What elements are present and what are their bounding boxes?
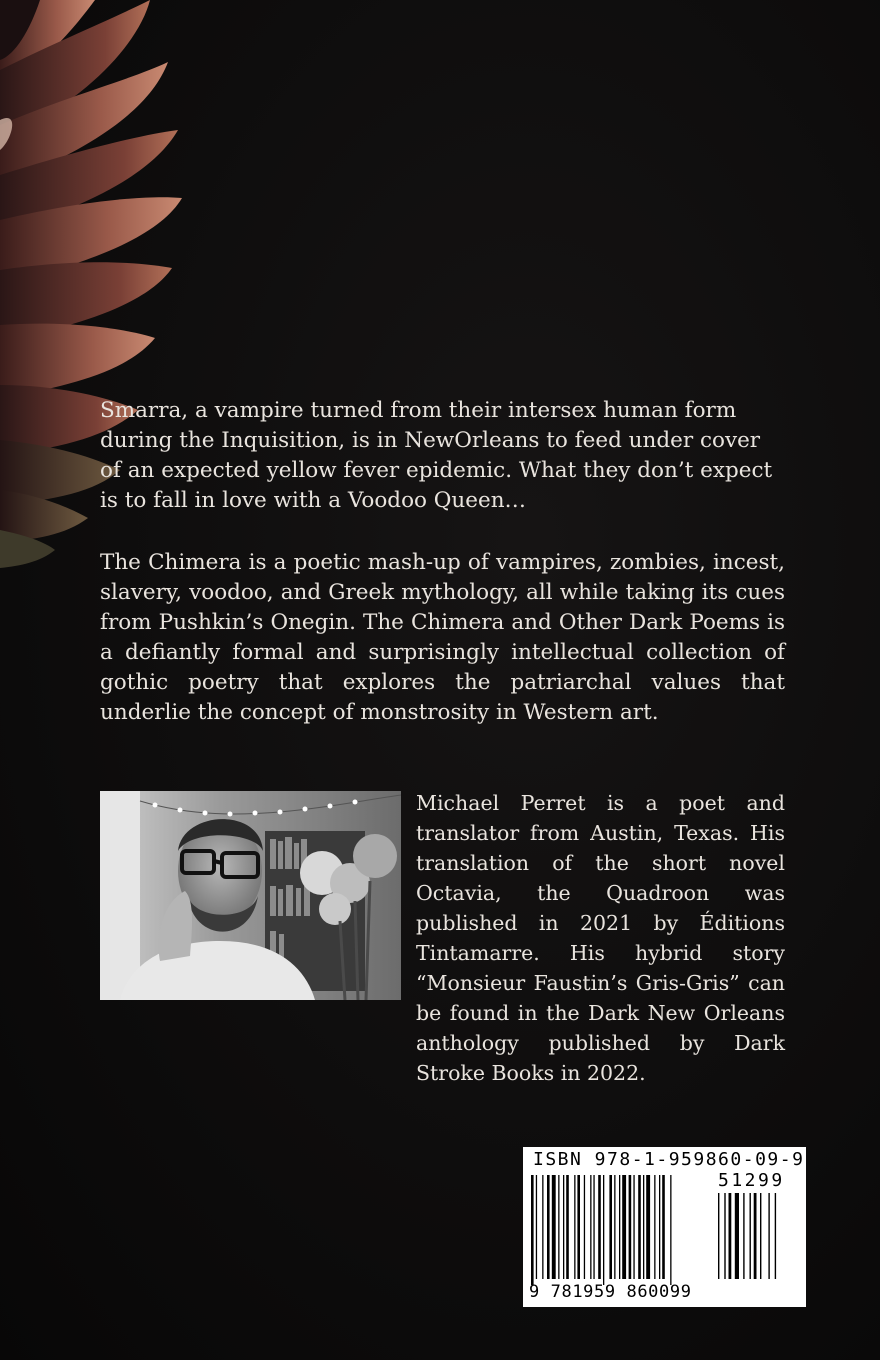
barcode-bar <box>619 1175 620 1279</box>
barcode-bar <box>536 1175 537 1279</box>
barcode-bar <box>643 1175 644 1279</box>
blurb-paragraph-2: The Chimera is a poetic mash-up of vampires, zombies, incest, slavery, voodoo, and Greek mythology, all while taking its cues from Pushkin’s Onegin. The Chimera and Other Dark Poems is a defiantly formal and surprisingly intellectual collection of gothic poetry that explores the patriarchal values that underlie the concept of monstrosity in Western art. <box>100 550 785 725</box>
barcode-bar <box>590 1175 591 1279</box>
price-barcode-bar <box>724 1193 725 1279</box>
barcode-bar <box>542 1175 543 1279</box>
barcode-bar <box>646 1175 650 1279</box>
price-barcode-bar <box>768 1193 769 1279</box>
isbn-barcode <box>523 1147 806 1307</box>
price-barcode-bar <box>750 1193 751 1279</box>
barcode-bar <box>547 1175 550 1279</box>
barcode-bar <box>574 1175 575 1279</box>
barcode-bar <box>584 1175 585 1279</box>
barcode-bar <box>603 1175 604 1285</box>
barcode-bar <box>614 1175 615 1279</box>
price-barcode-bar <box>718 1193 719 1279</box>
barcode-bar <box>593 1175 594 1279</box>
barcode-bar <box>598 1175 601 1279</box>
barcode-bar <box>609 1175 612 1279</box>
barcode-bar <box>577 1175 580 1279</box>
barcode-bar <box>563 1175 564 1279</box>
barcode-bar <box>566 1175 569 1279</box>
barcode-bar <box>552 1175 556 1279</box>
price-barcode-bar <box>743 1193 744 1279</box>
blurb-paragraph-1: Smarra, a vampire turned from their intersex human form during the Inquisition, is in NewOrleans to feed under cover of an expected yellow fever epidemic. What they don’t expect is to fall in love with a Voodoo Queen… <box>100 398 773 513</box>
barcode-bar <box>558 1175 559 1279</box>
barcode-bar <box>662 1175 665 1279</box>
price-barcode-bar <box>775 1193 776 1279</box>
price-barcode-bar <box>729 1193 732 1279</box>
barcode-bar <box>659 1175 660 1279</box>
barcode-bar <box>654 1175 655 1279</box>
barcode-bar <box>629 1175 632 1279</box>
barcode-bar <box>633 1175 634 1279</box>
barcode-bar <box>670 1175 671 1285</box>
price-barcode-bar <box>754 1193 757 1279</box>
barcode-digits: 9 781959 860099 <box>529 1282 692 1302</box>
price-code: 51299 <box>718 1170 785 1191</box>
isbn-label: ISBN 978-1-959860-09-9 <box>533 1149 805 1170</box>
author-photo <box>100 791 401 1000</box>
price-barcode-bar <box>760 1193 761 1279</box>
barcode-bar <box>638 1175 641 1279</box>
author-bio: Michael Perret is a poet and translator from Austin, Texas. His translation of the short novel Octavia, the Quadroon was published in 2021 by Éditions Tintamarre. His hybrid story “Monsieur Faustin’s Gris-Gris” can be found in the Dark New Orleans anthology published by Dark Stroke Books in 2022. <box>416 791 785 1085</box>
price-barcode-bar <box>735 1193 739 1279</box>
barcode-bar <box>531 1175 534 1285</box>
barcode-bar <box>622 1175 626 1279</box>
